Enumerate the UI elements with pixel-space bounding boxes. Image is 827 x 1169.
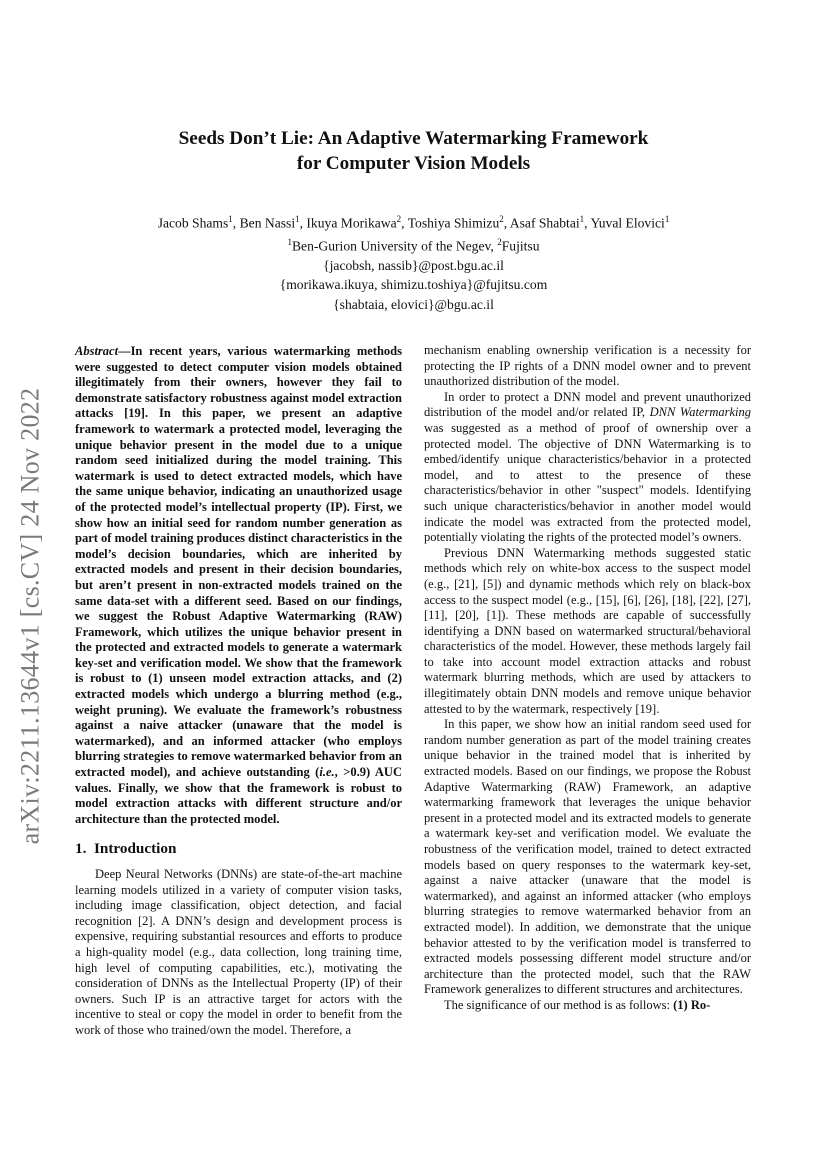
section-heading-introduction [75, 841, 402, 857]
author-affiliation-mark: 1 [579, 214, 585, 224]
author-block [0, 210, 827, 314]
author-name: Ben Nassi [239, 215, 296, 231]
affiliation-mark: 2 [497, 236, 502, 247]
arxiv-identifier-text: arXiv:2211.13644v1 [cs.CV] 24 Nov 2022 [15, 387, 45, 845]
author-name: Yuval Elovici [590, 215, 665, 231]
abstract-ie: i.e. [319, 765, 335, 780]
abstract-text: —In recent years, various watermarking methods were suggested to detect computer vision models obtained illegitimately from their owners, however they fail to demonstrate satisfactory robustness against model extraction attacks [19]. In this paper, we present an adaptive framework to watermark a protected model, leveraging the unique behavior present in the model due to a unique random seed initialized during the model training. This watermark is used to detect extracted models, which have the same unique behavior, indicating an unauthorized usage of the protected model’s intellectual property (IP). First, we show how an initial seed for random number generation as part of model training produces distinct characteristics in the model’s decision boundaries, which are inherited by extracted models and present in their decision boundaries, but aren’t present in non-extracted models trained on the same data-set with a different seed. Based on our findings, we suggest the Robust Adaptive Watermarking (RAW) Framework, which utilizes the unique behavior present in the protected and extracted models to generate a watermark key-set and verification model. We show that the framework is robust to (1) unseen model extraction attacks, and (2) extracted models which undergo a blurring method (e.g., weight pruning). We evaluate the framework’s robustness against a naive attacker (unaware that the model is watermarked), and an informed attacker (who employs blurring strategies to remove watermarked behavior from an extracted model), and achieve outstanding ( [75, 344, 402, 780]
paper-title [0, 126, 827, 176]
author-affiliation-mark: 1 [664, 214, 670, 224]
author-names: Jacob Shams$^1$, Ben Nassi$^1$, Ikuya Morikawa$^2$, Toshiya Shimizu$^2$, Asaf Shabtai$^1$, Yuval Elovici$^1$ [157, 214, 670, 231]
author-email-2: {morikawa.ikuya, shimizu.toshiya}@fujitsu.com [279, 277, 548, 293]
author-affiliations [0, 233, 827, 256]
author-name: Jacob Shams [157, 215, 229, 231]
section-number: 1. [75, 840, 87, 858]
section-title: Introduction [93, 840, 177, 858]
paragraph-text: In order to protect a DNN model and prevent unauthorized distribution of the model and/or related IP, [424, 389, 751, 420]
intro-paragraph-1-continued: mechanism enabling ownership verification is a necessity for protecting the IP rights of a DNN model owner and to prevent unauthorized distribution of the model. [424, 343, 751, 389]
intro-paragraph-4: In this paper, we show how an initial random seed used for random number generation as part of the model training creates unique behavior in the trained model that is inherited by extracted models. Based on our findings, we propose the Robust Adaptive Watermarking (RAW) Framework, an adaptive watermarking framework that leverages the unique behavior present in a protected model and its extracted models to generate a watermark key-set and verification model. We evaluate the robustness of the verification model, trained to detect extracted models based on query responses to the watermark key-set, against a naive attacker (unaware that the model is watermarked), and against an informed attacker (who employs blurring strategies to remove watermarked behavior from an extracted model). In addition, we demonstrate that the unique behavior attested to by the verification model is transferred to extracted models possessing different model structure and/or architecture than the protected model, such that the RAW Framework generalizes to different structures and architectures. [424, 717, 751, 997]
author-email-1: {jacobsh, nassib}@post.bgu.ac.il [323, 257, 504, 273]
left-column [75, 344, 402, 1039]
intro-paragraph-3: Previous DNN Watermarking methods suggested static methods which rely on white-box access to the suspect model (e.g., [21], [5]) and dynamic methods which rely on black-box access to the suspect model (e.g., [15], [6], [26], [18], [22], [27], [11], [20], [1]). These methods are capable of successfully identifying a DNN based on watermarked structural/behavioral characteristics of the model. However, these methods largely fail to take into account model extraction attacks and robust watermark blurring methods, which are used by attackers to illegitimately obtain DNN models and remove unique behavior attested to by the watermark, respectively [19]. [424, 545, 751, 716]
intro-paragraph-5 [424, 998, 751, 1014]
contribution-marker: (1) Ro- [673, 997, 711, 1012]
author-email-3: {shabtaia, elovici}@bgu.ac.il [333, 296, 494, 312]
intro-paragraph-2 [424, 390, 751, 546]
abstract-label: Abstract [75, 344, 119, 358]
author-name: Toshiya Shimizu [407, 215, 500, 231]
title-line-1: Seeds Don’t Lie: An Adaptive Watermarking Framework [178, 128, 649, 149]
affiliation-2: Fujitsu [501, 238, 540, 254]
author-affiliation-mark: 1 [295, 214, 300, 224]
intro-paragraph-1: Deep Neural Networks (DNNs) are state-of-the-art machine learning models utilized in a variety of computer vision tasks, including image classification, object detection, and facial recognition [2]. A DNN’s design and development process is expensive, requiring substantial resources and efforts to produce a high-quality model (e.g., data collection, long training time, high level of computing capabilities, etc.), motivating the consideration of DNNs as the Intellectual Property (IP) of their owners. Such IP is an attractive target for actors with the incentive to steal or copy the model in order to benefit from the work of those who trained/own the model. Therefore, a [75, 867, 402, 1037]
author-affiliation-mark: 2 [396, 214, 402, 224]
author-affiliation-mark: 1 [228, 214, 233, 224]
right-column [424, 343, 751, 1014]
author-name: Ikuya Morikawa [306, 215, 397, 231]
affiliation-mark: 1 [287, 236, 292, 247]
author-affiliation-mark: 2 [499, 214, 504, 224]
title-line-2: for Computer Vision Models [296, 153, 531, 174]
paragraph-text: was suggested as a method of proof of ownership over a protected model. The objective of DNN Watermarking is to embed/identify unique characteristics/behavior in a protected model, and to attest to the presence of these characteristics/behavior in other "suspect" models. Identifying such unique characteristics/behavior in another model would indicate the model was extracted from the protected model, potentially violating the rights of the protected model’s owners. [424, 420, 751, 545]
arxiv-identifier-stamp [4, 356, 56, 876]
dnn-watermarking-term: DNN Watermarking [649, 405, 751, 420]
abstract [75, 344, 402, 827]
paragraph-text: The significance of our method is as follows: [444, 997, 674, 1012]
author-name: Asaf Shabtai [509, 215, 580, 231]
abstract-text-end: , >0.9) AUC values. Finally, we show that the framework is robust to model extraction attacks with different structure and/or architecture than the protected model. [75, 765, 402, 826]
affiliation-1: Ben-Gurion University of the Negev, [291, 238, 498, 254]
